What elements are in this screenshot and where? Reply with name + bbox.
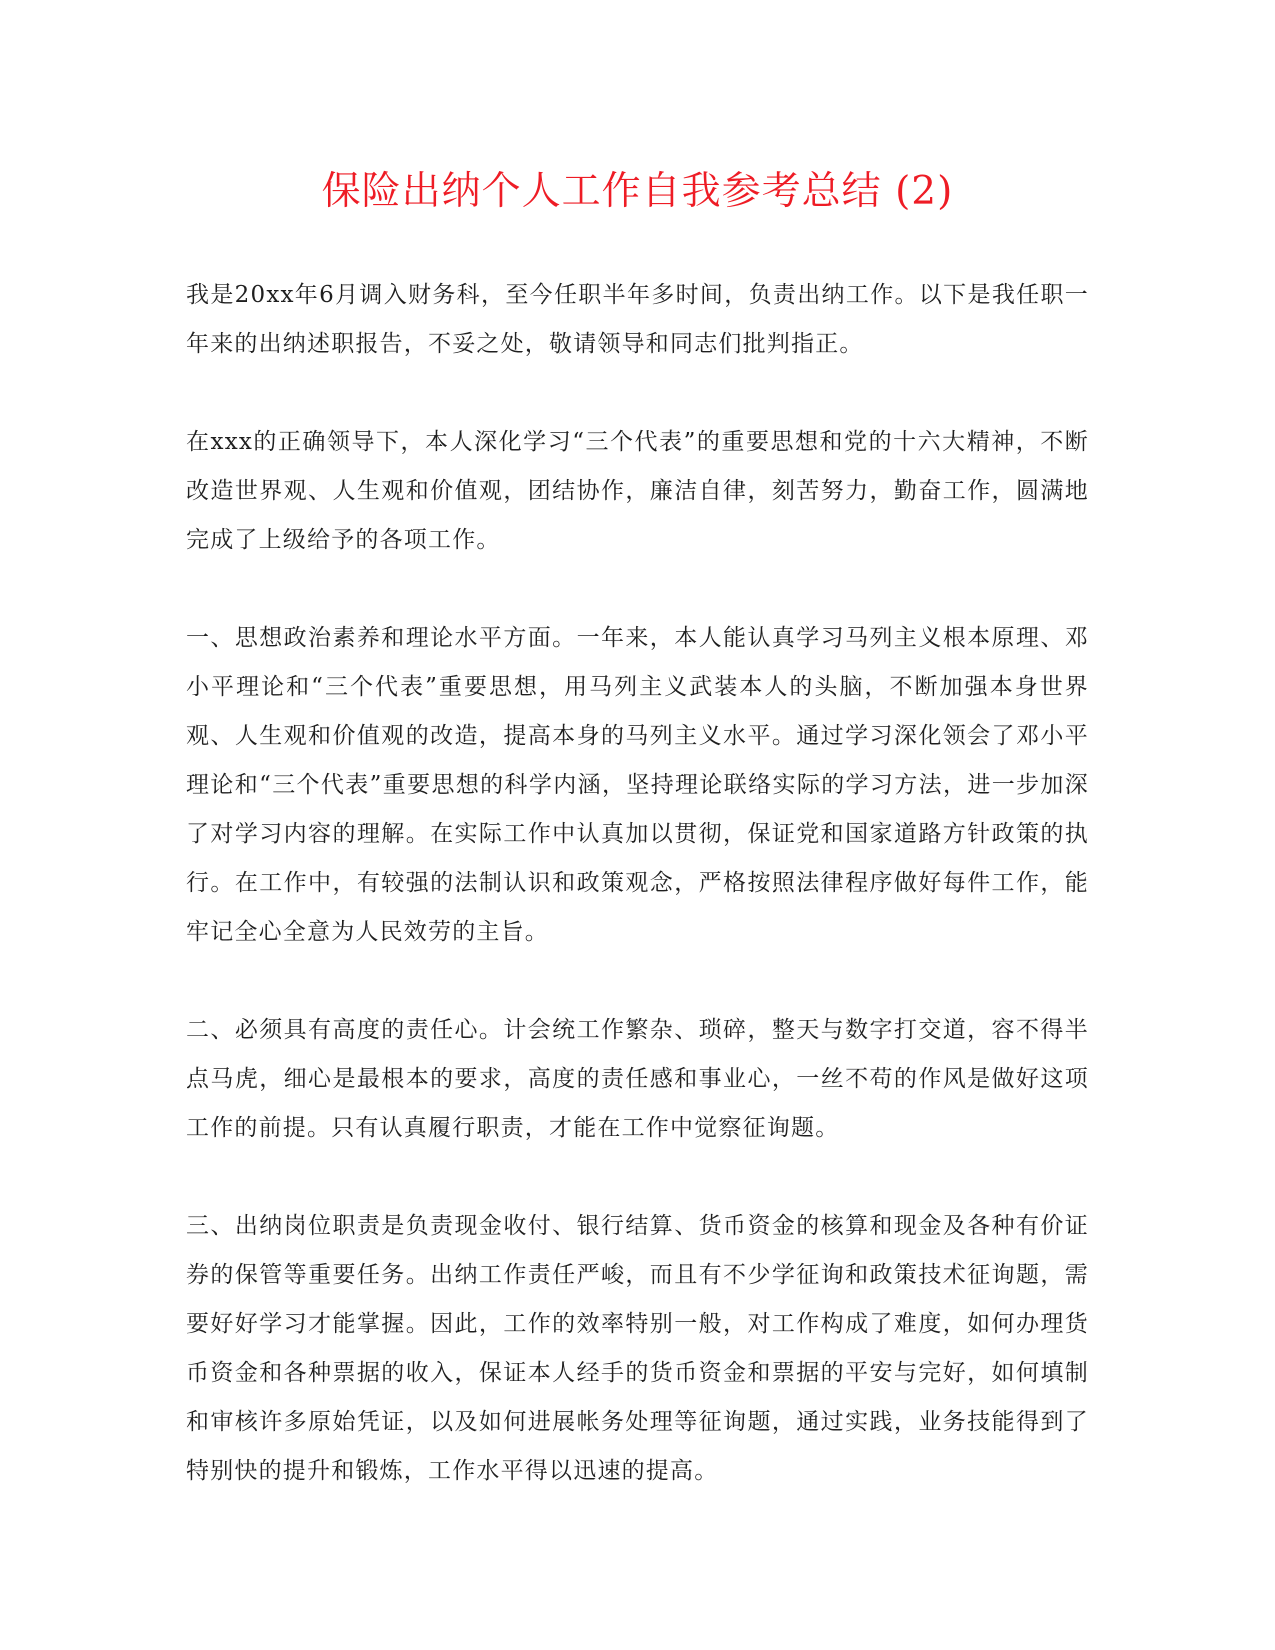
paragraph-intro: 我是20xx年6月调入财务科，至今任职半年多时间，负责出纳工作。以下是我任职一年来的出纳述职报告，不妥之处，敬请领导和同志们批判指正。 <box>186 282 1089 357</box>
paragraph-section-two: 二、必须具有高度的责任心。计会统工作繁杂、琐碎，整天与数字打交道，容不得半点马虎，细心是最根本的要求，高度的责任感和事业心，一丝不苟的作风是做好这项工作的前提。只有认真履行职责，才能在工作中觉察征询题。 <box>186 1017 1089 1141</box>
paragraph-section-three: 三、出纳岗位职责是负责现金收付、银行结算、货币资金的核算和现金及各种有价证券的保管等重要任务。出纳工作责任严峻，而且有不少学征询和政策技术征询题，需要好好学习才能掌握。因此，工作的效率特别一般，对工作构成了难度，如何办理货币资金和各种票据的收入，保证本人经手的货币资金和票据的平安与完好，如何填制和审核许多原始凭证，以及如何进展帐务处理等征询题，通过实践，业务技能得到了特别快的提升和锻炼，工作水平得以迅速的提高。 <box>186 1213 1089 1484</box>
paragraph-leadership: 在xxx的正确领导下，本人深化学习“三个代表”的重要思想和党的十六大精神，不断改造世界观、人生观和价值观，团结协作，廉洁自律，刻苦努力，勤奋工作，圆满地完成了上级给予的各项工作。 <box>186 429 1089 553</box>
document-body <box>186 271 1089 1545</box>
document-title: 保险出纳个人工作自我参考总结 (2) <box>321 169 954 214</box>
paragraph-section-one: 一、思想政治素养和理论水平方面。一年来，本人能认真学习马列主义根本原理、邓小平理论和“三个代表”重要思想，用马列主义武装本人的头脑，不断加强本身世界观、人生观和价值观的改造，提高本身的马列主义水平。通过学习深化领会了邓小平理论和“三个代表”重要思想的科学内涵，坚持理论联络实际的学习方法，进一步加深了对学习内容的理解。在实际工作中认真加以贯彻，保证党和国家道路方针政策的执行。在工作中，有较强的法制认识和政策观念，严格按照法律程序做好每件工作，能牢记全心全意为人民效劳的主旨。 <box>186 625 1089 945</box>
